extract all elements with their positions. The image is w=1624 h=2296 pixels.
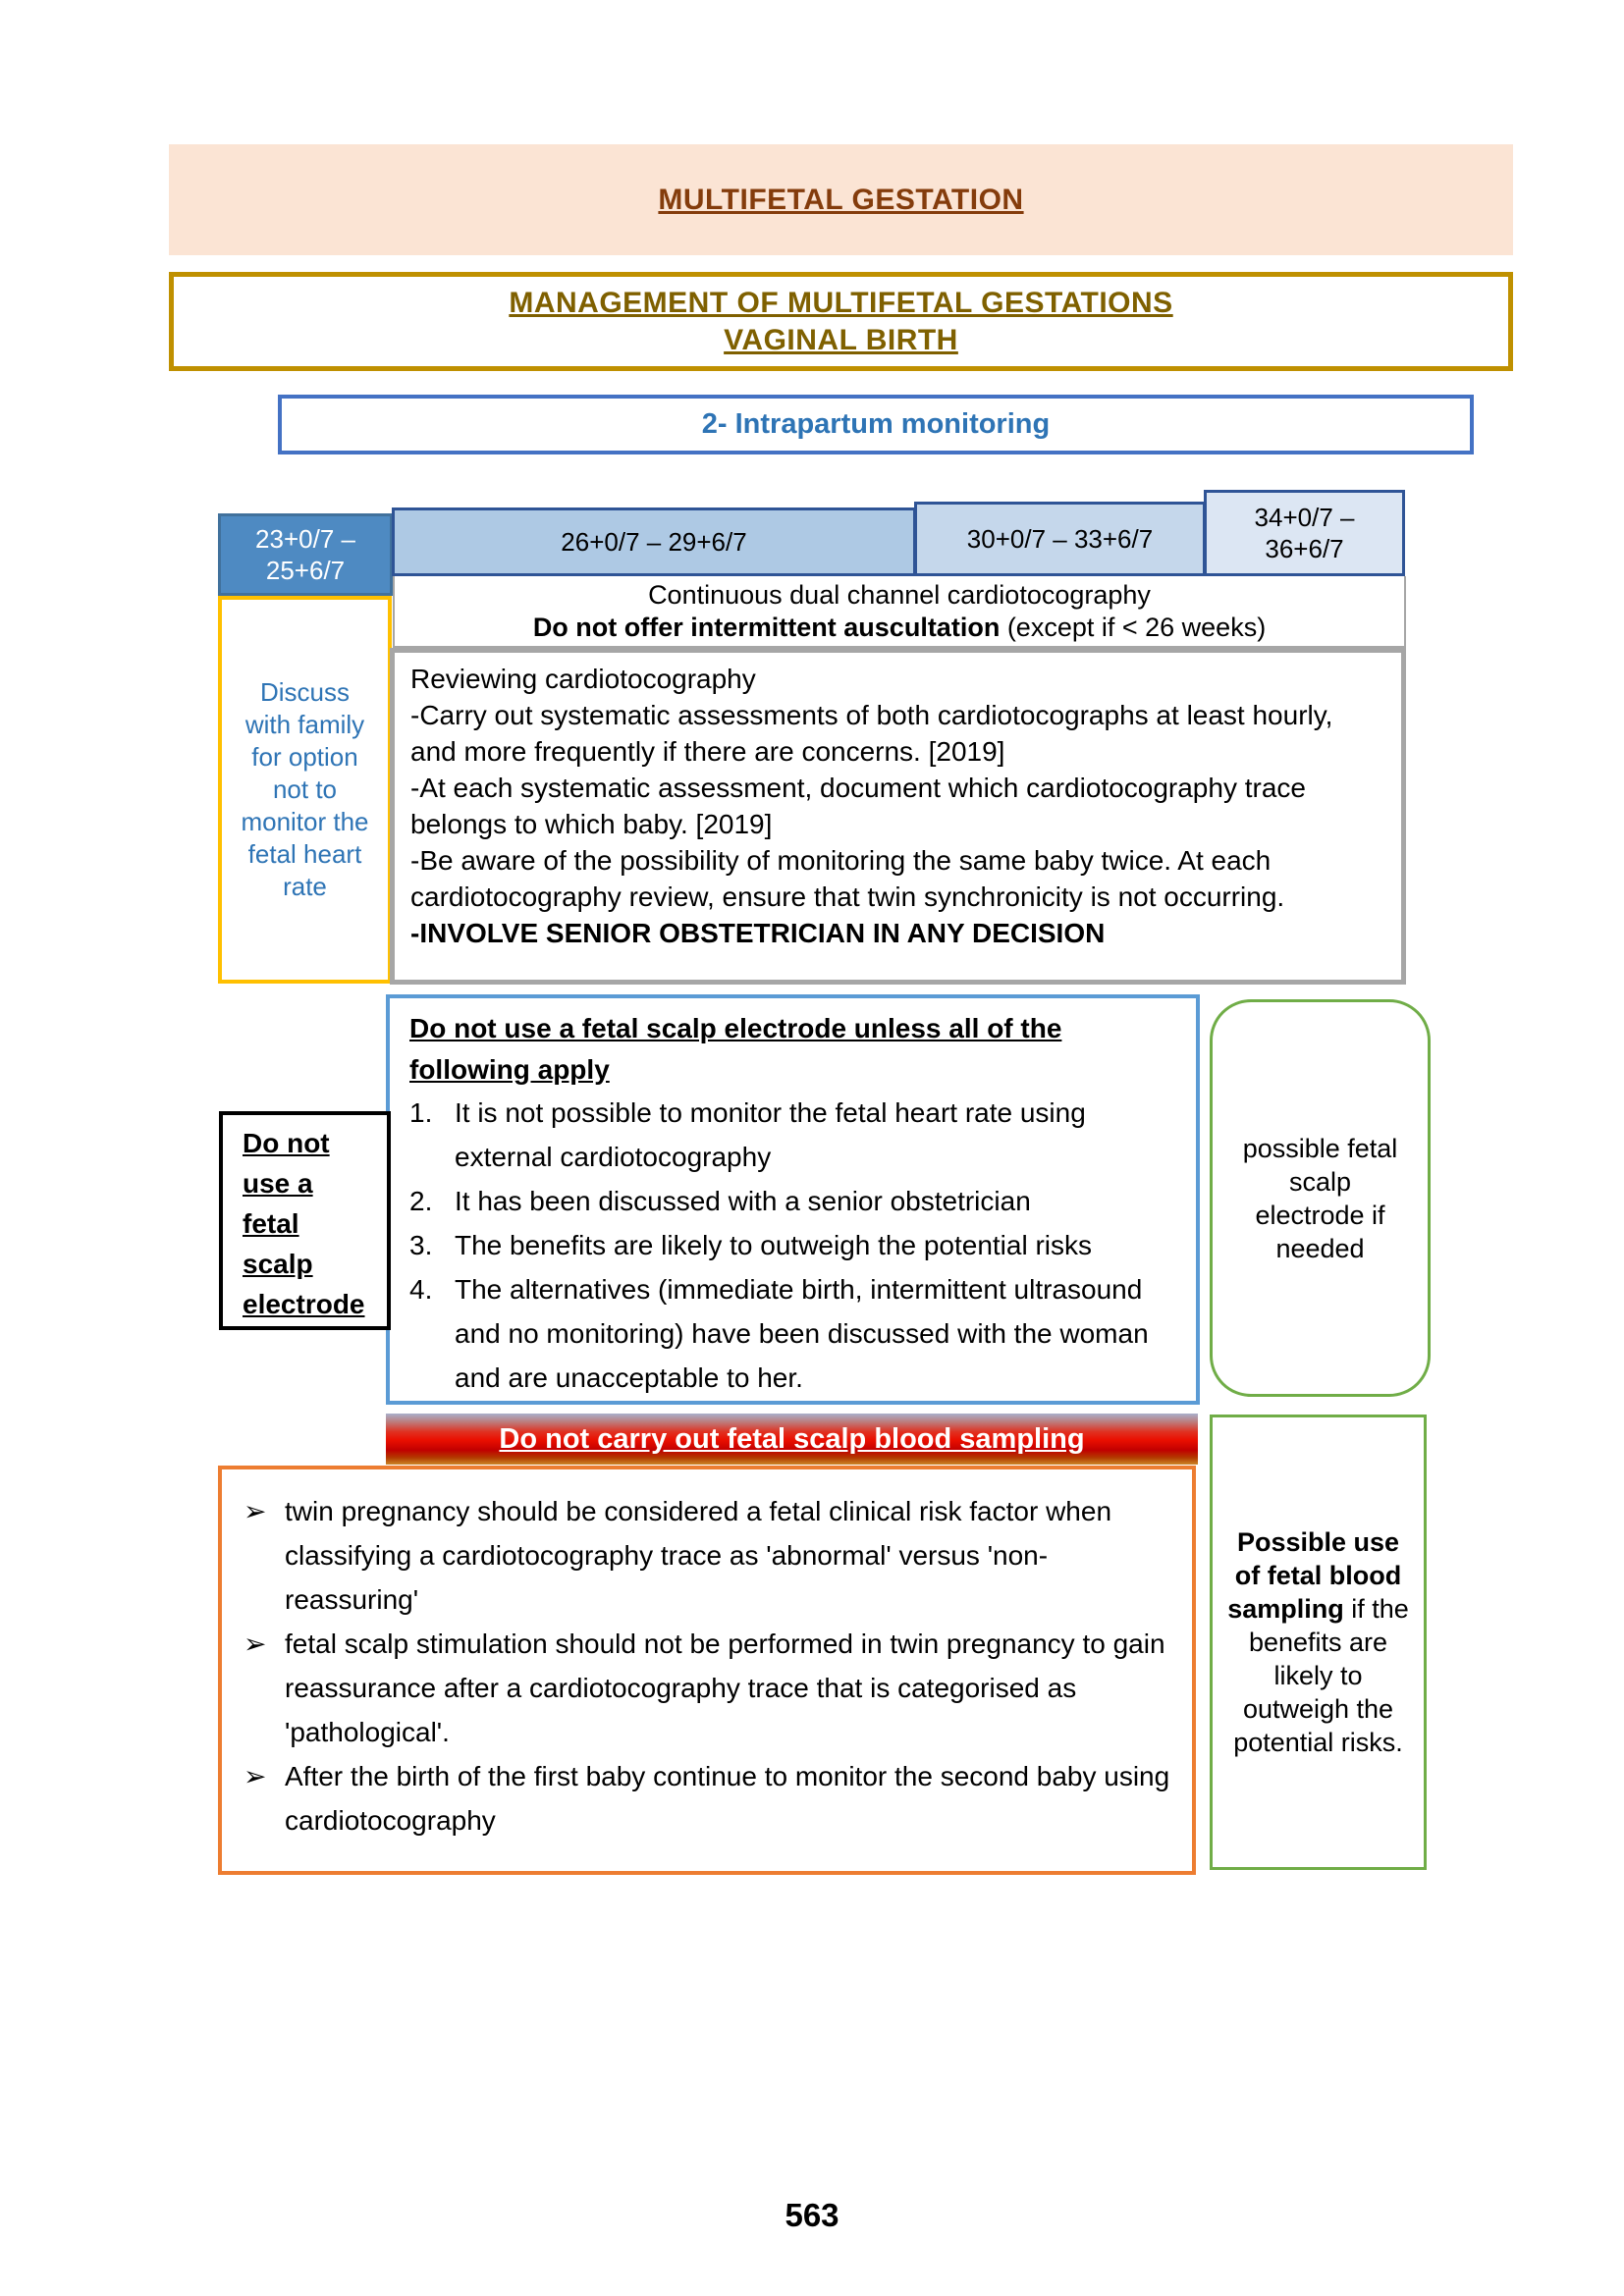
risk-note-item: ➢ fetal scalp stimulation should not be performed in twin pregnancy to gain reassurance after a cardiotocography trace that is categorised as 'pathological'. [244, 1622, 1170, 1754]
management-title-line2: VAGINAL BIRTH [724, 323, 958, 356]
page-title-banner [169, 144, 1513, 255]
gestation-range-34-36 [1204, 490, 1405, 576]
monitoring-rule-line2-bold: Do not offer intermittent auscultation [532, 612, 1001, 642]
blood-sampling-banner-text: Do not carry out fetal scalp blood sampling [499, 1422, 1085, 1455]
page-number: 563 [785, 2197, 839, 2233]
family-discussion-note: Discuss with family for option not to monitor the fetal heart rate [241, 677, 369, 901]
risk-notes-box [218, 1466, 1196, 1875]
blood-sampling-possible-note: Possible use of fetal blood sampling if the benefits are likely to outweigh the potential risks. [1227, 1527, 1409, 1757]
scalp-electrode-rule-item: 3. The benefits are likely to outweigh the potential risks [409, 1230, 1093, 1260]
scalp-electrode-rule-item: 2. It has been discussed with a senior obstetrician [409, 1186, 1031, 1216]
reviewing-ctg-item: -Be aware of the possibility of monitoring the same baby twice. At each cardiotocography review, ensure that twin synchronicity is not occurring. [410, 845, 1285, 912]
gestation-range-23-25-label: 23+0/7 – 25+6/7 [255, 524, 355, 585]
management-title-box [169, 272, 1513, 371]
no-scalp-electrode-line: scalp [243, 1249, 313, 1279]
page-title: MULTIFETAL GESTATION [658, 183, 1024, 216]
risk-note-item: ➢ After the birth of the first baby continue to monitor the second baby using cardiotocography [244, 1754, 1170, 1842]
gestation-range-23-25 [218, 513, 393, 596]
monitoring-rule-line2-rest: (except if < 26 weeks) [1000, 612, 1267, 642]
arrow-bullet-icon: ➢ [244, 1496, 267, 1526]
scalp-electrode-rule-item: 1. It is not possible to monitor the fetal heart rate using external cardiotocography [409, 1097, 1086, 1172]
section-title-box [278, 395, 1474, 454]
no-scalp-electrode-box [219, 1111, 391, 1330]
monitoring-rule-box [393, 576, 1406, 648]
electrode-possible-note: possible fetal scalp electrode if needed [1242, 1133, 1398, 1263]
scalp-electrode-rule-item: 4. The alternatives (immediate birth, intermittent ultrasound and no monitoring) have been discussed with the woman and are unacceptable to her. [409, 1274, 1149, 1393]
no-scalp-electrode-line: electrode [243, 1289, 365, 1319]
monitoring-rule-line1: Continuous dual channel cardiotocography [648, 579, 1151, 610]
section-title: 2- Intrapartum monitoring [701, 408, 1051, 440]
reviewing-ctg-emphasis: -INVOLVE SENIOR OBSTETRICIAN IN ANY DECISION [410, 918, 1106, 948]
gestation-range-34-36-label: 34+0/7 – 36+6/7 [1254, 503, 1355, 563]
reviewing-ctg-item: -At each systematic assessment, document which cardiotocography trace belongs to which baby. [2019] [410, 773, 1306, 839]
arrow-bullet-icon: ➢ [244, 1761, 267, 1791]
no-scalp-electrode-line: fetal [243, 1208, 299, 1239]
risk-note-item: ➢ twin pregnancy should be considered a fetal clinical risk factor when classifying a cardiotocography trace as 'abnormal' versus 'non-reassuring' [244, 1489, 1170, 1622]
monitoring-rule-line2 [533, 612, 1266, 644]
arrow-bullet-icon: ➢ [244, 1629, 267, 1659]
electrode-possible-box [1210, 999, 1431, 1397]
management-title-line1: MANAGEMENT OF MULTIFETAL GESTATIONS [509, 286, 1173, 319]
reviewing-ctg-title: Reviewing cardiotocography [410, 664, 756, 694]
gestation-range-26-29-label: 26+0/7 – 29+6/7 [561, 527, 747, 557]
no-scalp-electrode-line: Do not [243, 1128, 330, 1158]
no-scalp-electrode-line: use a [243, 1168, 313, 1199]
scalp-electrode-rules-heading: Do not use a fetal scalp electrode unless all of the following apply [409, 1013, 1062, 1085]
blood-sampling-possible-box [1210, 1415, 1427, 1870]
blood-sampling-banner [386, 1414, 1198, 1465]
family-discussion-note-box [218, 596, 392, 984]
gestation-range-30-33 [914, 502, 1206, 576]
scalp-electrode-rules-box [386, 994, 1200, 1405]
reviewing-ctg-box [390, 648, 1406, 985]
gestation-range-30-33-label: 30+0/7 – 33+6/7 [966, 524, 1154, 554]
reviewing-ctg-item: -Carry out systematic assessments of both cardiotocographs at least hourly, and more frequently if there are concerns. [2019] [410, 700, 1333, 767]
gestation-range-26-29 [392, 507, 916, 576]
